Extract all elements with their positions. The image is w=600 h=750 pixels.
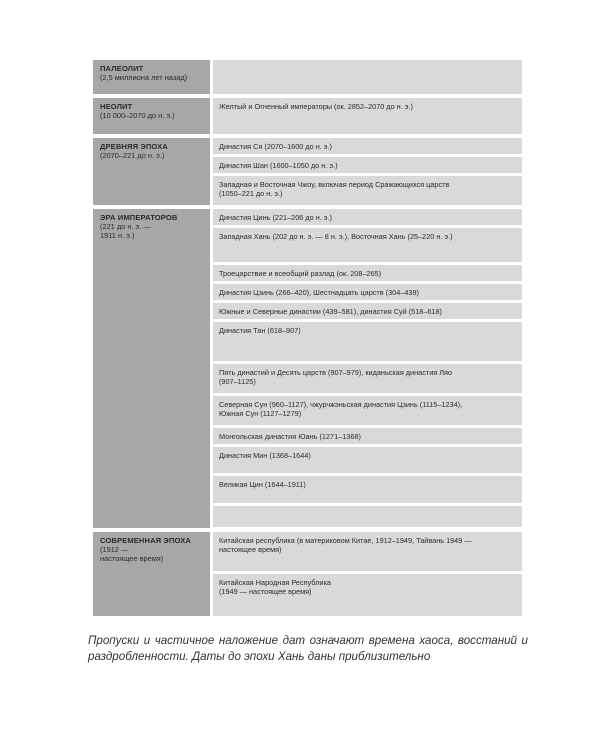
era-dates: (221 до н. э. — 1911 н. э.)	[100, 222, 151, 241]
era-label-cell	[93, 98, 210, 134]
era-dates: (2070–221 до н. э.)	[100, 151, 165, 160]
period-cell: Западная и Восточная Чжоу, включая период Сражающихся царств (1050–221 до н. э.)	[213, 176, 522, 205]
period-cell: Южные и Северные династии (439–581), династия Суй (518–618)	[213, 303, 522, 319]
era-modern	[93, 532, 522, 616]
caption-line: Пропуски и частичное наложение дат означают времена хаоса, восстаний и	[88, 634, 528, 647]
era-label-cell	[93, 138, 210, 205]
period-cell: Династия Ся (2070–1600 до н. э.)	[213, 138, 522, 154]
table-caption	[88, 633, 528, 665]
dynasty-timeline-table	[93, 60, 522, 620]
era-dates: (2,5 миллиона лет назад)	[100, 73, 188, 82]
era-periods	[213, 532, 522, 616]
era-name: ДРЕВНЯЯ ЭПОХА	[100, 142, 168, 151]
era-name: ЭРА ИМПЕРАТОРОВ	[100, 213, 178, 222]
era-label-cell	[93, 60, 210, 94]
era-name: ПАЛЕОЛИТ	[100, 64, 144, 73]
era-periods	[213, 98, 522, 134]
era-dates: (10 000–2070 до н. э.)	[100, 111, 175, 120]
period-cell: Великая Цин (1644–1911)	[213, 476, 522, 503]
period-cell: Западная Хань (202 до н. э. — 8 н. э.), Восточная Хань (25–220 н. э.)	[213, 228, 522, 262]
period-cell: Монгольская династия Юань (1271–1368)	[213, 428, 522, 444]
era-imperial	[93, 209, 522, 528]
period-cell: Северная Сун (960–1127), чжурчжэньская династия Цзинь (1115–1234), Южная Сун (1127–1279)	[213, 396, 522, 425]
era-label-cell	[93, 532, 210, 616]
era-periods	[213, 209, 522, 528]
period-cell: Китайская Народная Республика (1949 — настоящее время)	[213, 574, 522, 616]
era-ancient	[93, 138, 522, 205]
period-cell: Династия Мин (1368–1644)	[213, 447, 522, 473]
period-cell: Пять династий и Десять царств (907–979), киданьская династия Ляо (907–1125)	[213, 364, 522, 393]
era-label-cell	[93, 209, 210, 528]
period-cell: Династия Цинь (221–206 до н. э.)	[213, 209, 522, 225]
era-name: СОВРЕМЕННАЯ ЭПОХА	[100, 536, 191, 545]
period-cell	[213, 506, 522, 527]
period-cell	[213, 60, 522, 94]
period-cell: Китайская республика (в материковом Китае, 1912–1949, Тайвань 1949 — настоящее время)	[213, 532, 522, 571]
caption-line: раздробленности. Даты до эпохи Хань даны приблизительно	[88, 650, 431, 663]
era-name: НЕОЛИТ	[100, 102, 133, 111]
period-cell: Династия Цзинь (266–420), Шестнадцать царств (304–439)	[213, 284, 522, 300]
era-periods	[213, 60, 522, 94]
period-cell: Династия Тан (618–907)	[213, 322, 522, 361]
era-paleolithic	[93, 60, 522, 94]
era-periods	[213, 138, 522, 205]
period-cell: Желтый и Огненный императоры (ок. 2852–2070 до н. э.)	[213, 98, 522, 134]
period-cell: Троецарствие и всеобщий разлад (ок. 208–265)	[213, 265, 522, 281]
era-neolithic	[93, 98, 522, 134]
period-cell: Династия Шан (1600–1050 до н. э.)	[213, 157, 522, 173]
era-dates: (1912 — настоящее время)	[100, 545, 164, 564]
